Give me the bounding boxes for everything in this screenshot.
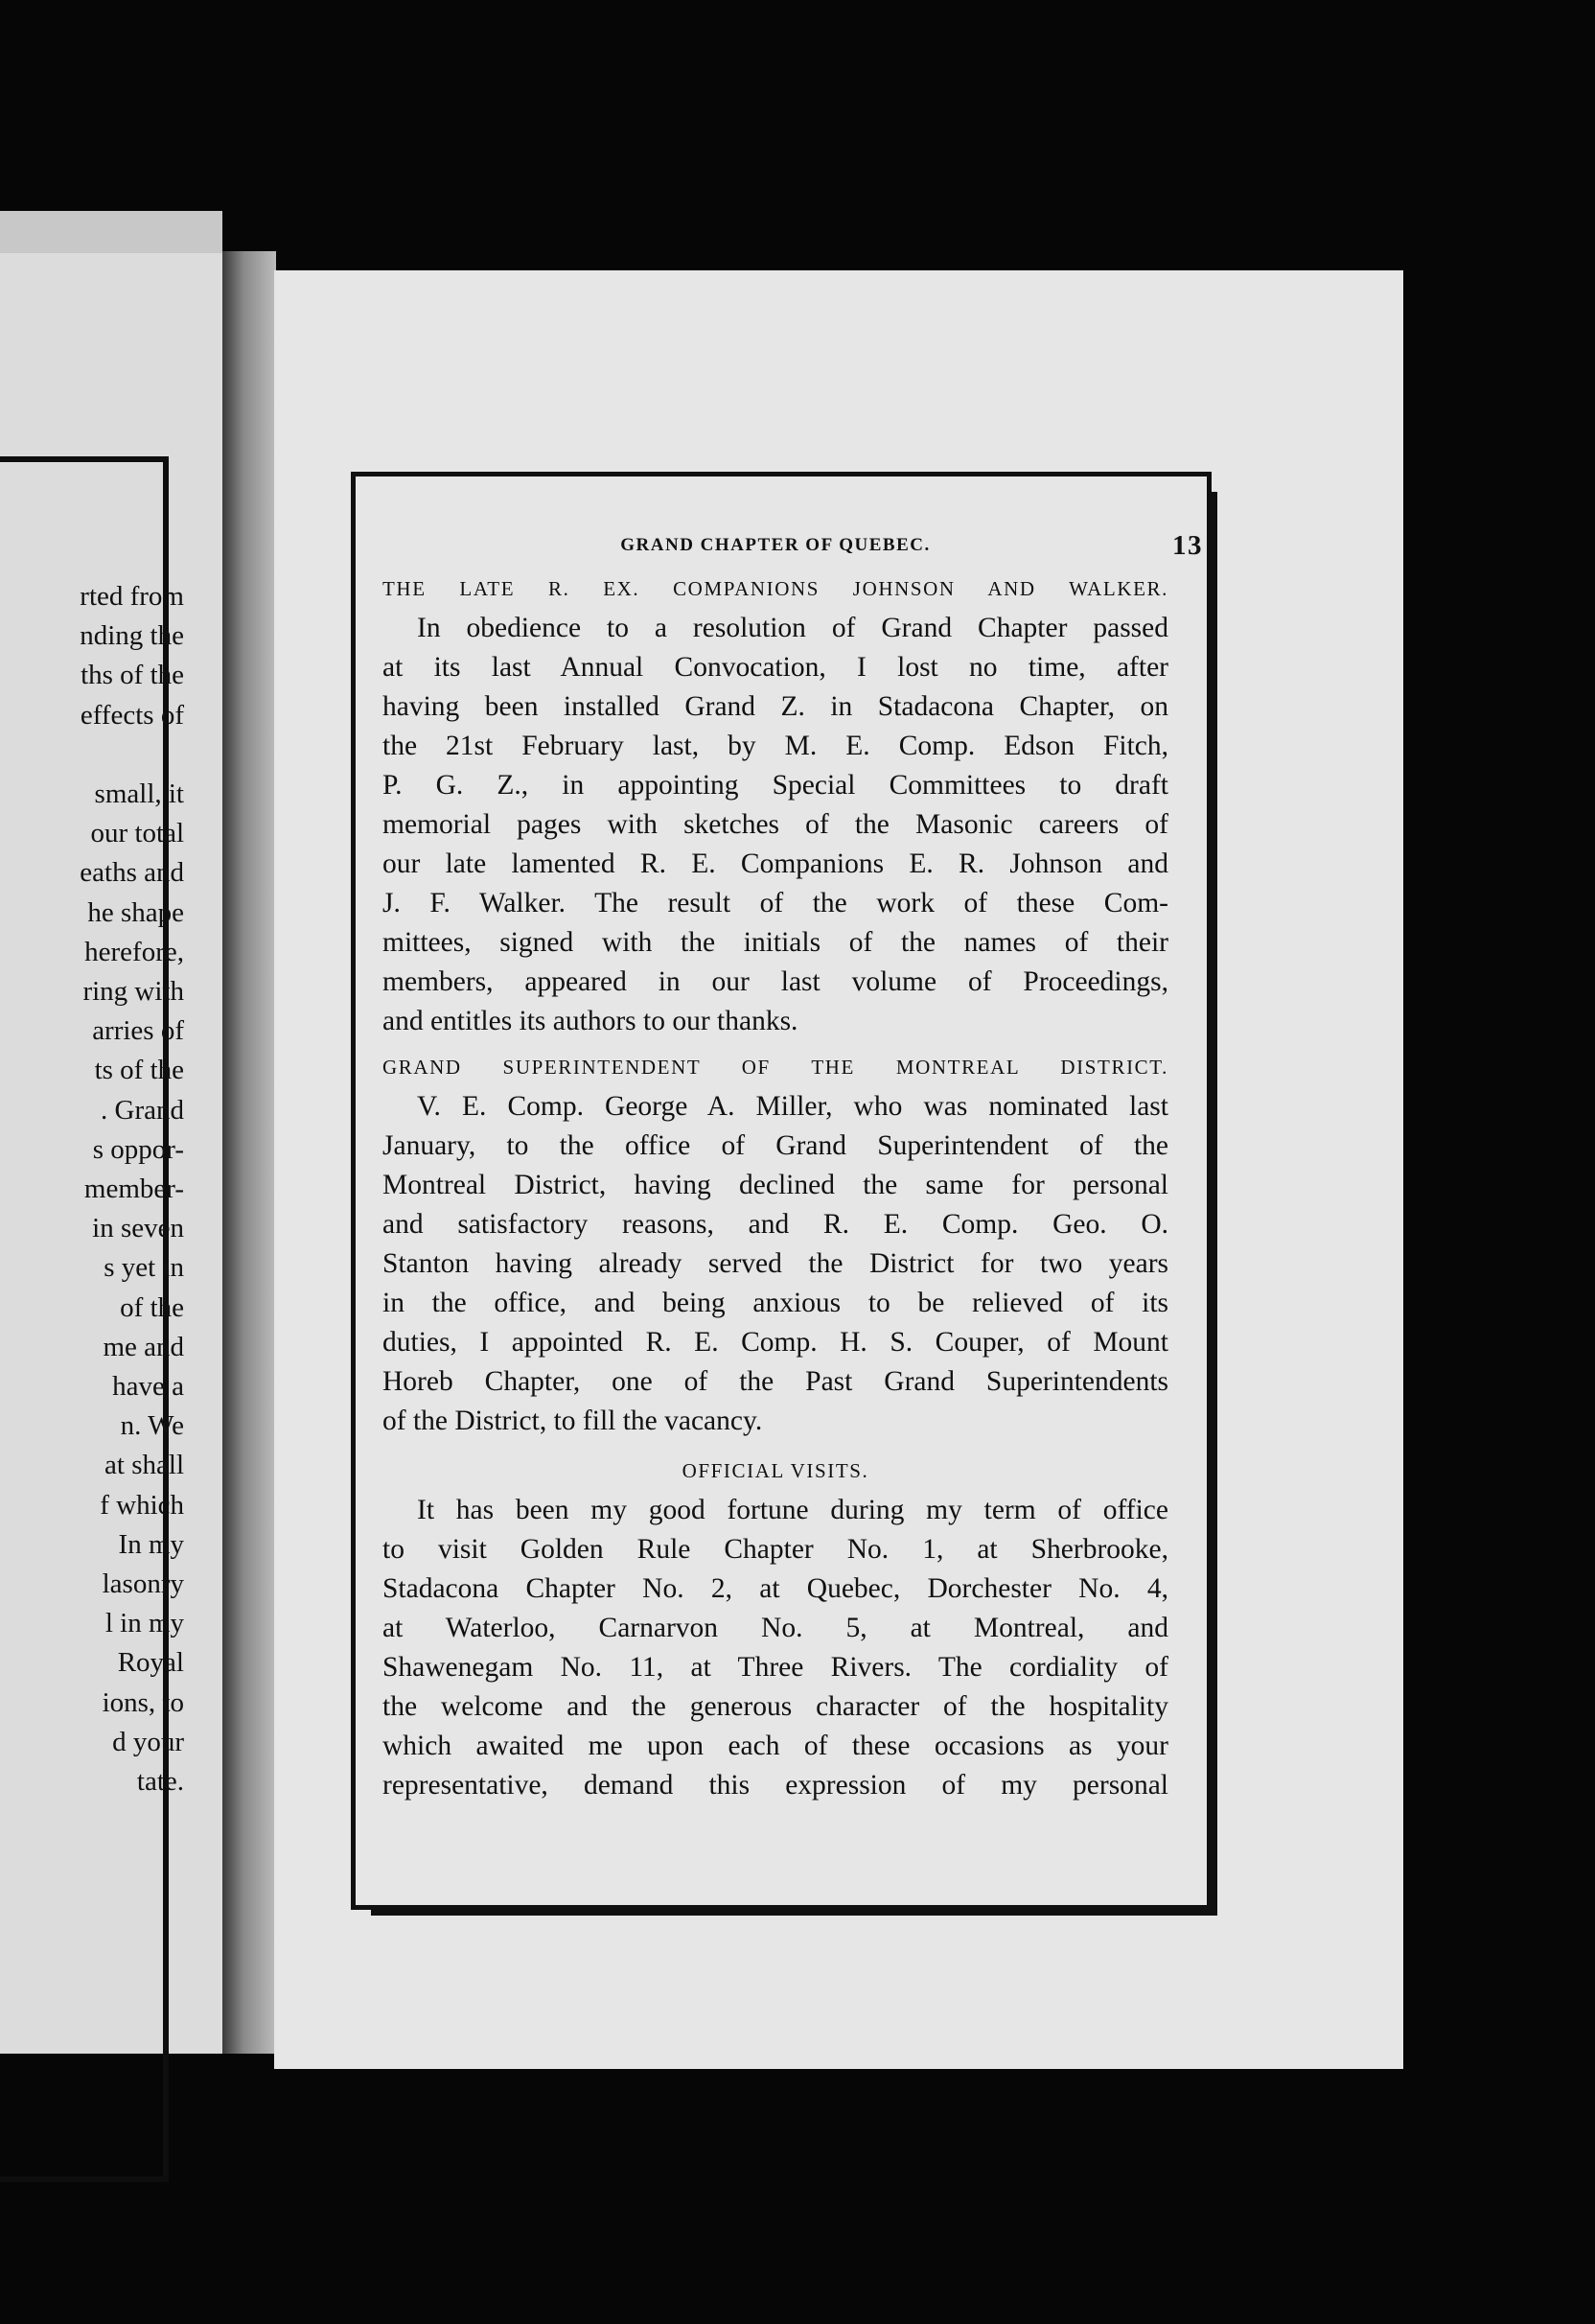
previous-page-line: at shall [104,1450,184,1481]
text-line: mittees, signed with the initials of the names of their [382,927,1168,958]
text-line: Stadacona Chapter No. 2, at Quebec, Dorchester No. 4, [382,1573,1168,1604]
previous-page-line: have a [112,1371,184,1403]
previous-page-line: s yet in [104,1252,184,1284]
text-line: J. F. Walker. The result of the work of these Com- [382,888,1168,918]
previous-page-line: nding the [80,620,184,652]
previous-page-line: l in my [104,1608,184,1639]
text-line: in the office, and being anxious to be relieved of its [382,1288,1168,1318]
page-text [382,526,1203,1815]
text-line: In obedience to a resolution of Grand Chapter passed [417,613,1168,643]
previous-page-line: In my [118,1528,184,1560]
text-line: P. G. Z., in appointing Special Committees to draft [382,770,1168,801]
previous-page-line: ring with [82,976,184,1008]
previous-page-line: small, it [94,779,184,810]
previous-page-line: effects of [80,699,184,731]
text-line: the 21st February last, by M. E. Comp. Edson Fitch, [382,731,1168,761]
previous-page-line: rted from [80,581,184,612]
text-line: members, appeared in our last volume of Proceedings, [382,966,1168,997]
previous-page-line: our total [90,818,184,849]
text-line: duties, I appointed R. E. Comp. H. S. Couper, of Mount [382,1327,1168,1358]
previous-page-line: . Grand [101,1094,184,1126]
previous-page-line: n. We [120,1410,184,1442]
text-line: having been installed Grand Z. in Stadacona Chapter, on [382,691,1168,722]
previous-page-line: arries of [92,1015,184,1047]
current-page [274,270,1403,2069]
previous-page-line: lasonry [102,1569,184,1600]
previous-page-line: herefore, [84,936,184,967]
page-edge [0,211,222,253]
running-head-title: GRAND CHAPTER OF QUEBEC. [620,535,931,555]
text-line: of the District, to fill the vacancy. [382,1406,763,1436]
text-line: memorial pages with sketches of the Masonic careers of [382,809,1168,840]
paragraph [382,609,1168,1041]
previous-page-line [0,735,184,775]
text-line: the welcome and the generous character of the hospitality [382,1691,1168,1722]
section-heading: GRAND SUPERINTENDENT OF THE MONTREAL DISTRICT. [382,1056,1168,1079]
previous-page-line: f which [100,1489,184,1521]
paragraph [382,1491,1168,1805]
text-line: to visit Golden Rule Chapter No. 1, at Sherbrooke, [382,1534,1168,1565]
text-line: at Waterloo, Carnarvon No. 5, at Montreal, and [382,1613,1168,1643]
text-line: It has been my good fortune during my term of office [417,1495,1168,1525]
text-line: at its last Annual Convocation, I lost no time, after [382,652,1168,683]
text-line: our late lamented R. E. Companions E. R. Johnson and [382,848,1168,879]
book-spine [222,251,276,2054]
section-heading: THE LATE R. EX. COMPANIONS JOHNSON AND WALKER. [382,577,1168,600]
text-line: Horeb Chapter, one of the Past Grand Superintendents [382,1366,1168,1397]
previous-page-line: Royal [117,1647,184,1679]
previous-page [0,251,222,2054]
page-frame [351,472,1212,1910]
text-line: Montreal District, having declined the same for personal [382,1170,1168,1200]
previous-page-line: ions, to [102,1686,184,1718]
previous-page-line: me and [103,1331,184,1362]
previous-page-line: ths of the [81,660,184,691]
previous-page-line: of the [120,1291,184,1323]
previous-page-line: d your [112,1726,184,1757]
text-line: which awaited me upon each of these occasions as your [382,1731,1168,1761]
previous-page-line: he shape [87,896,184,928]
page-number: 13 [1172,530,1203,561]
running-head [382,526,1203,565]
paragraph [382,1087,1168,1441]
section-heading: OFFICIAL VISITS. [682,1459,869,1482]
text-line: V. E. Comp. George A. Miller, who was nominated last [417,1091,1168,1122]
text-line: representative, demand this expression of my personal [382,1770,1168,1801]
previous-page-line: member- [83,1174,184,1205]
previous-page-text [0,577,184,1801]
previous-page-line: ts of the [94,1055,184,1086]
text-line: and entitles its authors to our thanks. [382,1006,798,1036]
previous-page-line: tate. [136,1766,184,1798]
text-line: and satisfactory reasons, and R. E. Comp. Geo. O. [382,1209,1168,1240]
text-line: Stanton having already served the District for two years [382,1248,1168,1279]
previous-page-line: s oppor- [92,1133,184,1165]
previous-page-line: in seven [92,1213,184,1244]
text-line: Shawenegam No. 11, at Three Rivers. The cordiality of [382,1652,1168,1683]
text-line: January, to the office of Grand Superintendent of the [382,1130,1168,1161]
previous-page-line: eaths and [80,857,184,889]
